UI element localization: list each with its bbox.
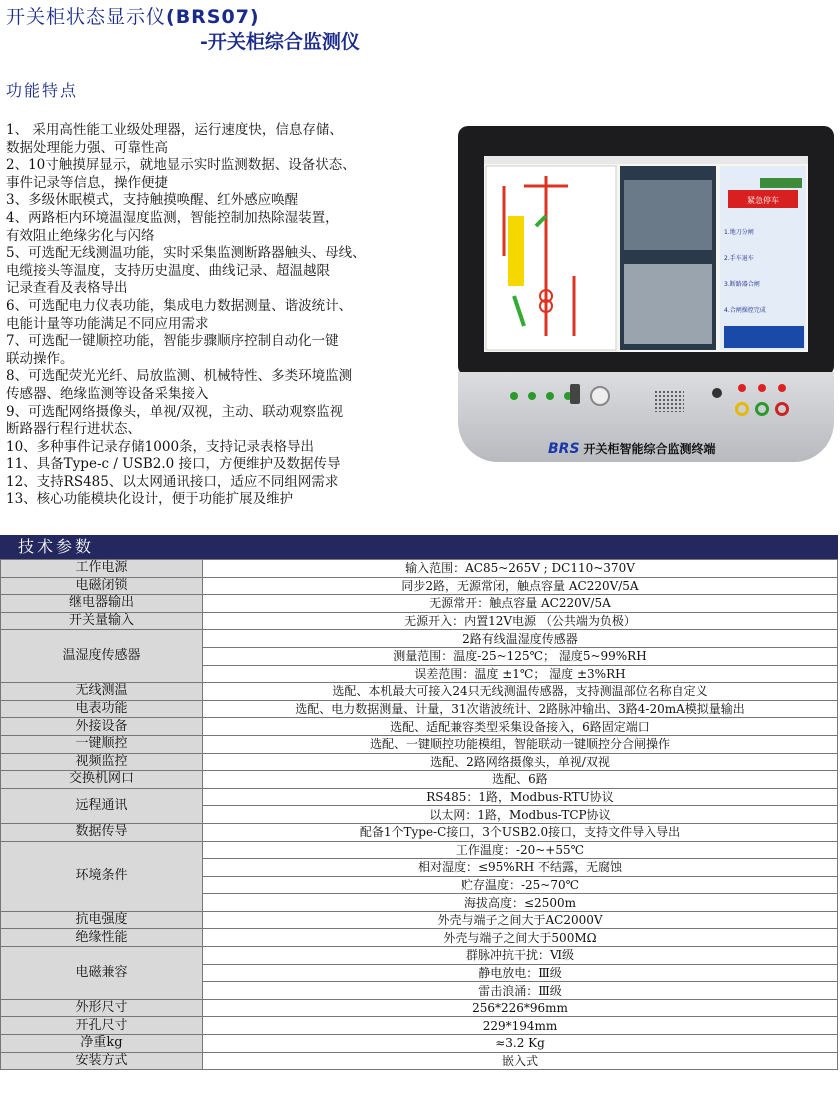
spec-row <box>1 735 838 753</box>
usb-port-icon <box>570 384 580 404</box>
spec-key: 继电器输出 <box>1 595 203 613</box>
feature-item: 7、可选配一键顺控功能，智能步骤顺序控制自动化一键 <box>6 333 339 350</box>
spec-value: 选配、一键顺控功能模组，智能联动一键顺控分合闸操作 <box>203 735 838 753</box>
feature-item: 13、核心功能模块化设计，便于功能扩展及维护 <box>6 491 294 508</box>
step-label: 3.断路器合闸 <box>724 281 760 288</box>
spec-key: 电磁兼容 <box>1 947 203 1000</box>
feature-item: 8、可选配荧光光纤、局放监测、机械特性、多类环境监测 <box>6 368 353 385</box>
spec-value: 输入范围：AC85~265V ; DC110~370V <box>203 560 838 578</box>
infrared-sensor-icon <box>590 386 610 406</box>
feature-item: 电缆接头等温度，支持历史温度、曲线记录、超温越限 <box>6 262 330 279</box>
feature-item: 2、10寸触摸屏显示，就地显示实时监测数据、设备状态、 <box>6 157 356 174</box>
device-screen <box>484 156 808 352</box>
spec-row <box>1 841 838 859</box>
title-model: (BRS07) <box>166 6 260 28</box>
spec-value: 256*226*96mm <box>203 999 838 1017</box>
spec-value: ≈3.2 Kg <box>203 1035 838 1053</box>
led-icon <box>738 384 746 392</box>
spec-row <box>1 911 838 929</box>
spec-value: RS485：1路，Modbus-RTU协议 <box>203 788 838 806</box>
feature-item: 4、两路柜内环境温湿度监测，智能控制加热除湿装置， <box>6 209 339 226</box>
spec-key: 视频监控 <box>1 753 203 771</box>
spec-row <box>1 753 838 771</box>
spec-value: 工作温度：-20~+55℃ <box>203 841 838 859</box>
feature-item: 1、 采用高性能工业级处理器，运行速度快，信息存储、 <box>6 122 343 138</box>
spec-value: 外壳与端子之间大于AC2000V <box>203 911 838 929</box>
spec-value: 选配、适配兼容类型采集设备接入，6路固定端口 <box>203 718 838 736</box>
feature-item: 9、可选配网络摄像头，单视/双视，主动、联动观察监视 <box>6 403 344 420</box>
terminal-jack-icon <box>735 402 749 416</box>
spec-value: 静电放电：Ⅲ级 <box>203 964 838 982</box>
device-bezel <box>458 126 834 376</box>
spec-value: 外壳与端子之间大于500MΩ <box>203 929 838 947</box>
spec-value: 选配、6路 <box>203 771 838 789</box>
spec-key: 净重kg <box>1 1035 203 1053</box>
speaker-grille-icon <box>654 390 684 412</box>
product-title <box>6 2 260 29</box>
spec-row <box>1 595 838 613</box>
spec-key: 一键顺控 <box>1 735 203 753</box>
emergency-stop-label: 紧急停车 <box>747 196 779 205</box>
spec-row <box>1 788 838 806</box>
spec-key: 交换机网口 <box>1 771 203 789</box>
terminal-jack-icon <box>755 402 769 416</box>
spec-value: 配备1个Type-C接口，3个USB2.0接口，支持文件导入导出 <box>203 823 838 841</box>
title-main: 开关柜状态显示仪 <box>6 6 167 28</box>
spec-key: 工作电源 <box>1 560 203 578</box>
spec-value: 测量范围：温度-25~125℃； 湿度5~99%RH <box>203 647 838 665</box>
screen-illustration <box>484 156 808 352</box>
spec-value: 海拔高度：≤2500m <box>203 894 838 912</box>
feature-item: 断路器行程行进状态、 <box>6 421 141 438</box>
spec-value: 选配、电力数据测量、计量，31次谐波统计、2路脉冲输出、3路4-20mA模拟量输出 <box>203 700 838 718</box>
feature-item: 事件记录等信息，操作便捷 <box>6 174 168 191</box>
feature-item: 有效阻止绝缘劣化与闪络 <box>6 227 155 244</box>
feature-item: 联动操作。 <box>6 350 74 367</box>
spec-value: 贮存温度：-25~70℃ <box>203 876 838 894</box>
spec-key: 温湿度传感器 <box>1 630 203 683</box>
spec-value: 相对湿度：≤95%RH 不结露，无腐蚀 <box>203 859 838 877</box>
spec-row <box>1 929 838 947</box>
spec-row <box>1 612 838 630</box>
spec-value: 以太网：1路，Modbus-TCP协议 <box>203 806 838 824</box>
step-label: 4.合闸操控完成 <box>724 307 766 314</box>
feature-item: 10、多种事件记录存储1000条，支持记录表格导出 <box>6 438 315 455</box>
spec-key: 电表功能 <box>1 700 203 718</box>
spec-row <box>1 683 838 701</box>
spec-row <box>1 700 838 718</box>
reset-button-icon <box>712 388 722 398</box>
step-label: 2.手车退车 <box>724 255 754 262</box>
spec-row <box>1 999 838 1017</box>
spec-key: 开关量输入 <box>1 612 203 630</box>
feature-item: 3、多级休眠模式，支持触摸唤醒、红外感应唤醒 <box>6 192 299 209</box>
feature-item: 5、可选配无线测温功能，实时采集监测断路器触头、母线、 <box>6 245 366 262</box>
spec-value: 嵌入式 <box>203 1052 838 1070</box>
device-caption-text: 开关柜智能综合监测终端 <box>583 442 716 456</box>
spec-value: 无源常开：触点容量 AC220V/5A <box>203 595 838 613</box>
spec-row <box>1 577 838 595</box>
spec-row <box>1 823 838 841</box>
spec-key: 数据传导 <box>1 823 203 841</box>
feature-item: 数据处理能力强、可靠性高 <box>6 139 168 156</box>
spec-key: 外形尺寸 <box>1 999 203 1017</box>
terminal-jack-icon <box>775 402 789 416</box>
spec-key: 开孔尺寸 <box>1 1017 203 1035</box>
spec-key: 无线测温 <box>1 683 203 701</box>
spec-value: 229*194mm <box>203 1017 838 1035</box>
spec-row <box>1 1052 838 1070</box>
led-icon <box>546 392 554 400</box>
spec-value: 选配、2路网络摄像头，单视/双视 <box>203 753 838 771</box>
feature-item: 6、可选配电力仪表功能，集成电力数据测量、谐波统计、 <box>6 297 353 314</box>
feature-item: 11、具备Type-c / USB2.0 接口，方便维护及数据传导 <box>6 456 341 473</box>
features-heading: 功能特点 <box>6 81 79 100</box>
feature-item: 记录查看及表格导出 <box>6 280 128 297</box>
spec-value: 误差范围：温度 ±1℃； 湿度 ±3%RH <box>203 665 838 683</box>
device-caption <box>548 440 716 457</box>
led-icon <box>528 392 536 400</box>
spec-value: 同步2路，无源常闭，触点容量 AC220V/5A <box>203 577 838 595</box>
spec-value: 选配、本机最大可接入24只无线测温传感器，支持测温部位名称自定义 <box>203 683 838 701</box>
spec-key: 电磁闭锁 <box>1 577 203 595</box>
spec-row <box>1 630 838 648</box>
step-label: 1.地刀分闸 <box>724 229 754 236</box>
spec-key: 环境条件 <box>1 841 203 911</box>
spec-value: 群脉冲抗干扰：Ⅵ级 <box>203 947 838 965</box>
feature-item: 传感器、绝缘监测等设备采集接入 <box>6 385 209 402</box>
feature-item: 电能计量等功能满足不同应用需求 <box>6 315 209 332</box>
spec-key: 抗电强度 <box>1 911 203 929</box>
led-icon <box>778 384 786 392</box>
spec-heading: 技术参数 <box>0 535 838 559</box>
product-subtitle: -开关柜综合监测仪 <box>200 31 360 53</box>
spec-value: 2路有线温湿度传感器 <box>203 630 838 648</box>
spec-key: 远程通讯 <box>1 788 203 823</box>
spec-row <box>1 1017 838 1035</box>
spec-row <box>1 718 838 736</box>
spec-value: 雷击浪涌：Ⅲ级 <box>203 982 838 1000</box>
spec-row <box>1 560 838 578</box>
spec-key: 外接设备 <box>1 718 203 736</box>
spec-table <box>0 559 838 1070</box>
brand-logo: BRS <box>548 441 580 457</box>
led-icon <box>758 384 766 392</box>
led-icon <box>510 392 518 400</box>
spec-key: 绝缘性能 <box>1 929 203 947</box>
spec-value: 无源开入：内置12V电源 （公共端为负极） <box>203 612 838 630</box>
device-image <box>458 126 834 462</box>
features-list <box>6 122 446 509</box>
spec-key: 安装方式 <box>1 1052 203 1070</box>
spec-row <box>1 771 838 789</box>
device-front-panel <box>458 372 834 462</box>
feature-item: 12、支持RS485、以太网通讯接口，适应不同组网需求 <box>6 473 339 490</box>
spec-row <box>1 1035 838 1053</box>
spec-row <box>1 947 838 965</box>
